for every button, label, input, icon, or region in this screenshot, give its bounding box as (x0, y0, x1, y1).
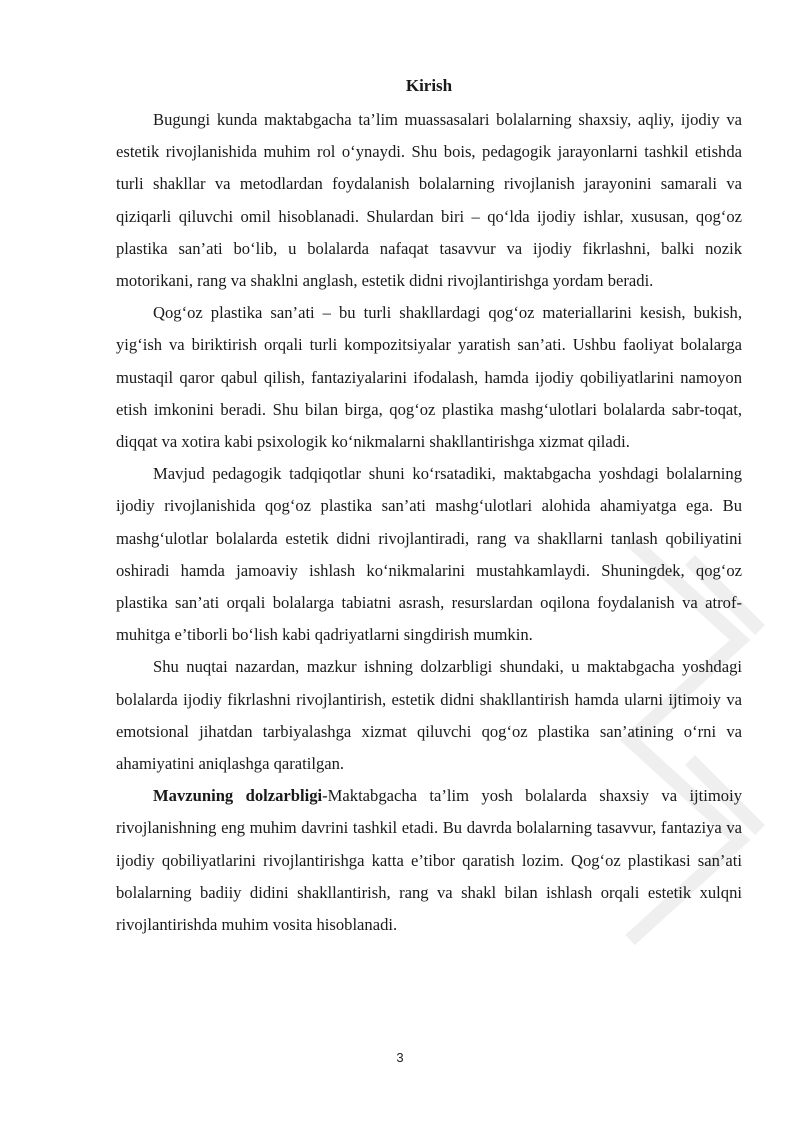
page-number: 3 (396, 1050, 404, 1065)
document-body (116, 74, 742, 941)
document-title: Kirish (405, 76, 453, 95)
relevance-text: -Maktabgacha ta’lim yosh bolalarda shaxsiy va ijtimoiy rivojlanishning eng muhim davrini tashkil etadi. Bu davrda bolalarning tasavvur, fantaziya va ijodiy qobiliyatlarini rivojlantirishga katta e’tibor qaratish lozim. Qog‘oz plastikasi san’ati bolalarning badiiy didini shakllantirish, rang va shakl bilan ishlash orqali estetik xulqni rivojlantirishda muhim vosita hisoblanadi. (116, 786, 743, 935)
relevance-paragraph (116, 780, 742, 941)
paragraph-3: Mavjud pedagogik tadqiqotlar shuni ko‘rsatadiki, maktabgacha yoshdagi bolalarning ijodiy rivojlanishida qog‘oz plastika san’ati mashg‘ulotlari alohida ahamiyatga ega. Bu mashg‘ulotlar bolalarda estetik didni rivojlantiradi, rang va shakllarni tanlash qobiliyatini oshiradi hamda jamoaviy ishlash ko‘nikmalarini mustahkamlaydi. Shuningdek, qog‘oz plastika san’ati orqali bolalarga tabiatni asrash, resurslardan oqilona foydalanish va atrof-muhitga e’tiborli bo‘lish kabi qadriyatlarni singdirish mumkin. (116, 464, 742, 645)
paragraph-4: Shu nuqtai nazardan, mazkur ishning dolzarbligi shundaki, u maktabgacha yoshdagi bolalarda ijodiy fikrlashni rivojlantirish, estetik didni shakllantirish hamda ularni ijtimoiy va emotsional jihatdan tarbiyalashga xizmat qiluvchi qog‘oz plastika san’atining o‘rni va ahamiyatini aniqlashga qaratilgan. (116, 657, 742, 774)
paragraph-2: Qog‘oz plastika san’ati – bu turli shakllardagi qog‘oz materiallarini kesish, bukish, yig‘ish va biriktirish orqali turli kompozitsiyalar yaratish san’ati. Ushbu faoliyat bolalarga mustaqil qaror qabul qilish, fantaziyalarini ifodalash, hamda ijodiy qobiliyatlarini namoyon etish imkonini beradi. Shu bilan birga, qog‘oz plastika mashg‘ulotlari bolalarda sabr-toqat, diqqat va xotira kabi psixologik ko‘nikmalarni shakllantirishga xizmat qiladi. (116, 303, 742, 452)
relevance-heading: Mavzuning dolzarbligi (153, 786, 323, 806)
paragraph-1: Bugungi kunda maktabgacha ta’lim muassasalari bolalarning shaxsiy, aqliy, ijodiy va estetik rivojlanishida muhim rol o‘ynaydi. Shu bois, pedagogik jarayonlarni tashkil etishda turli shakllar va metodlardan foydalanish bolalarning rivojlanish jarayonini samarali va qiziqarli qiluvchi omil hisoblanadi. Shulardan biri – qo‘lda ijodiy ishlar, xususan, qog‘oz plastika san’ati bo‘lib, u bolalarda nafaqat tasavvur va ijodiy fikrlashni, balki nozik motorikani, rang va shaklni anglash, estetik didni rivojlantirishga yordam beradi. (116, 110, 742, 291)
